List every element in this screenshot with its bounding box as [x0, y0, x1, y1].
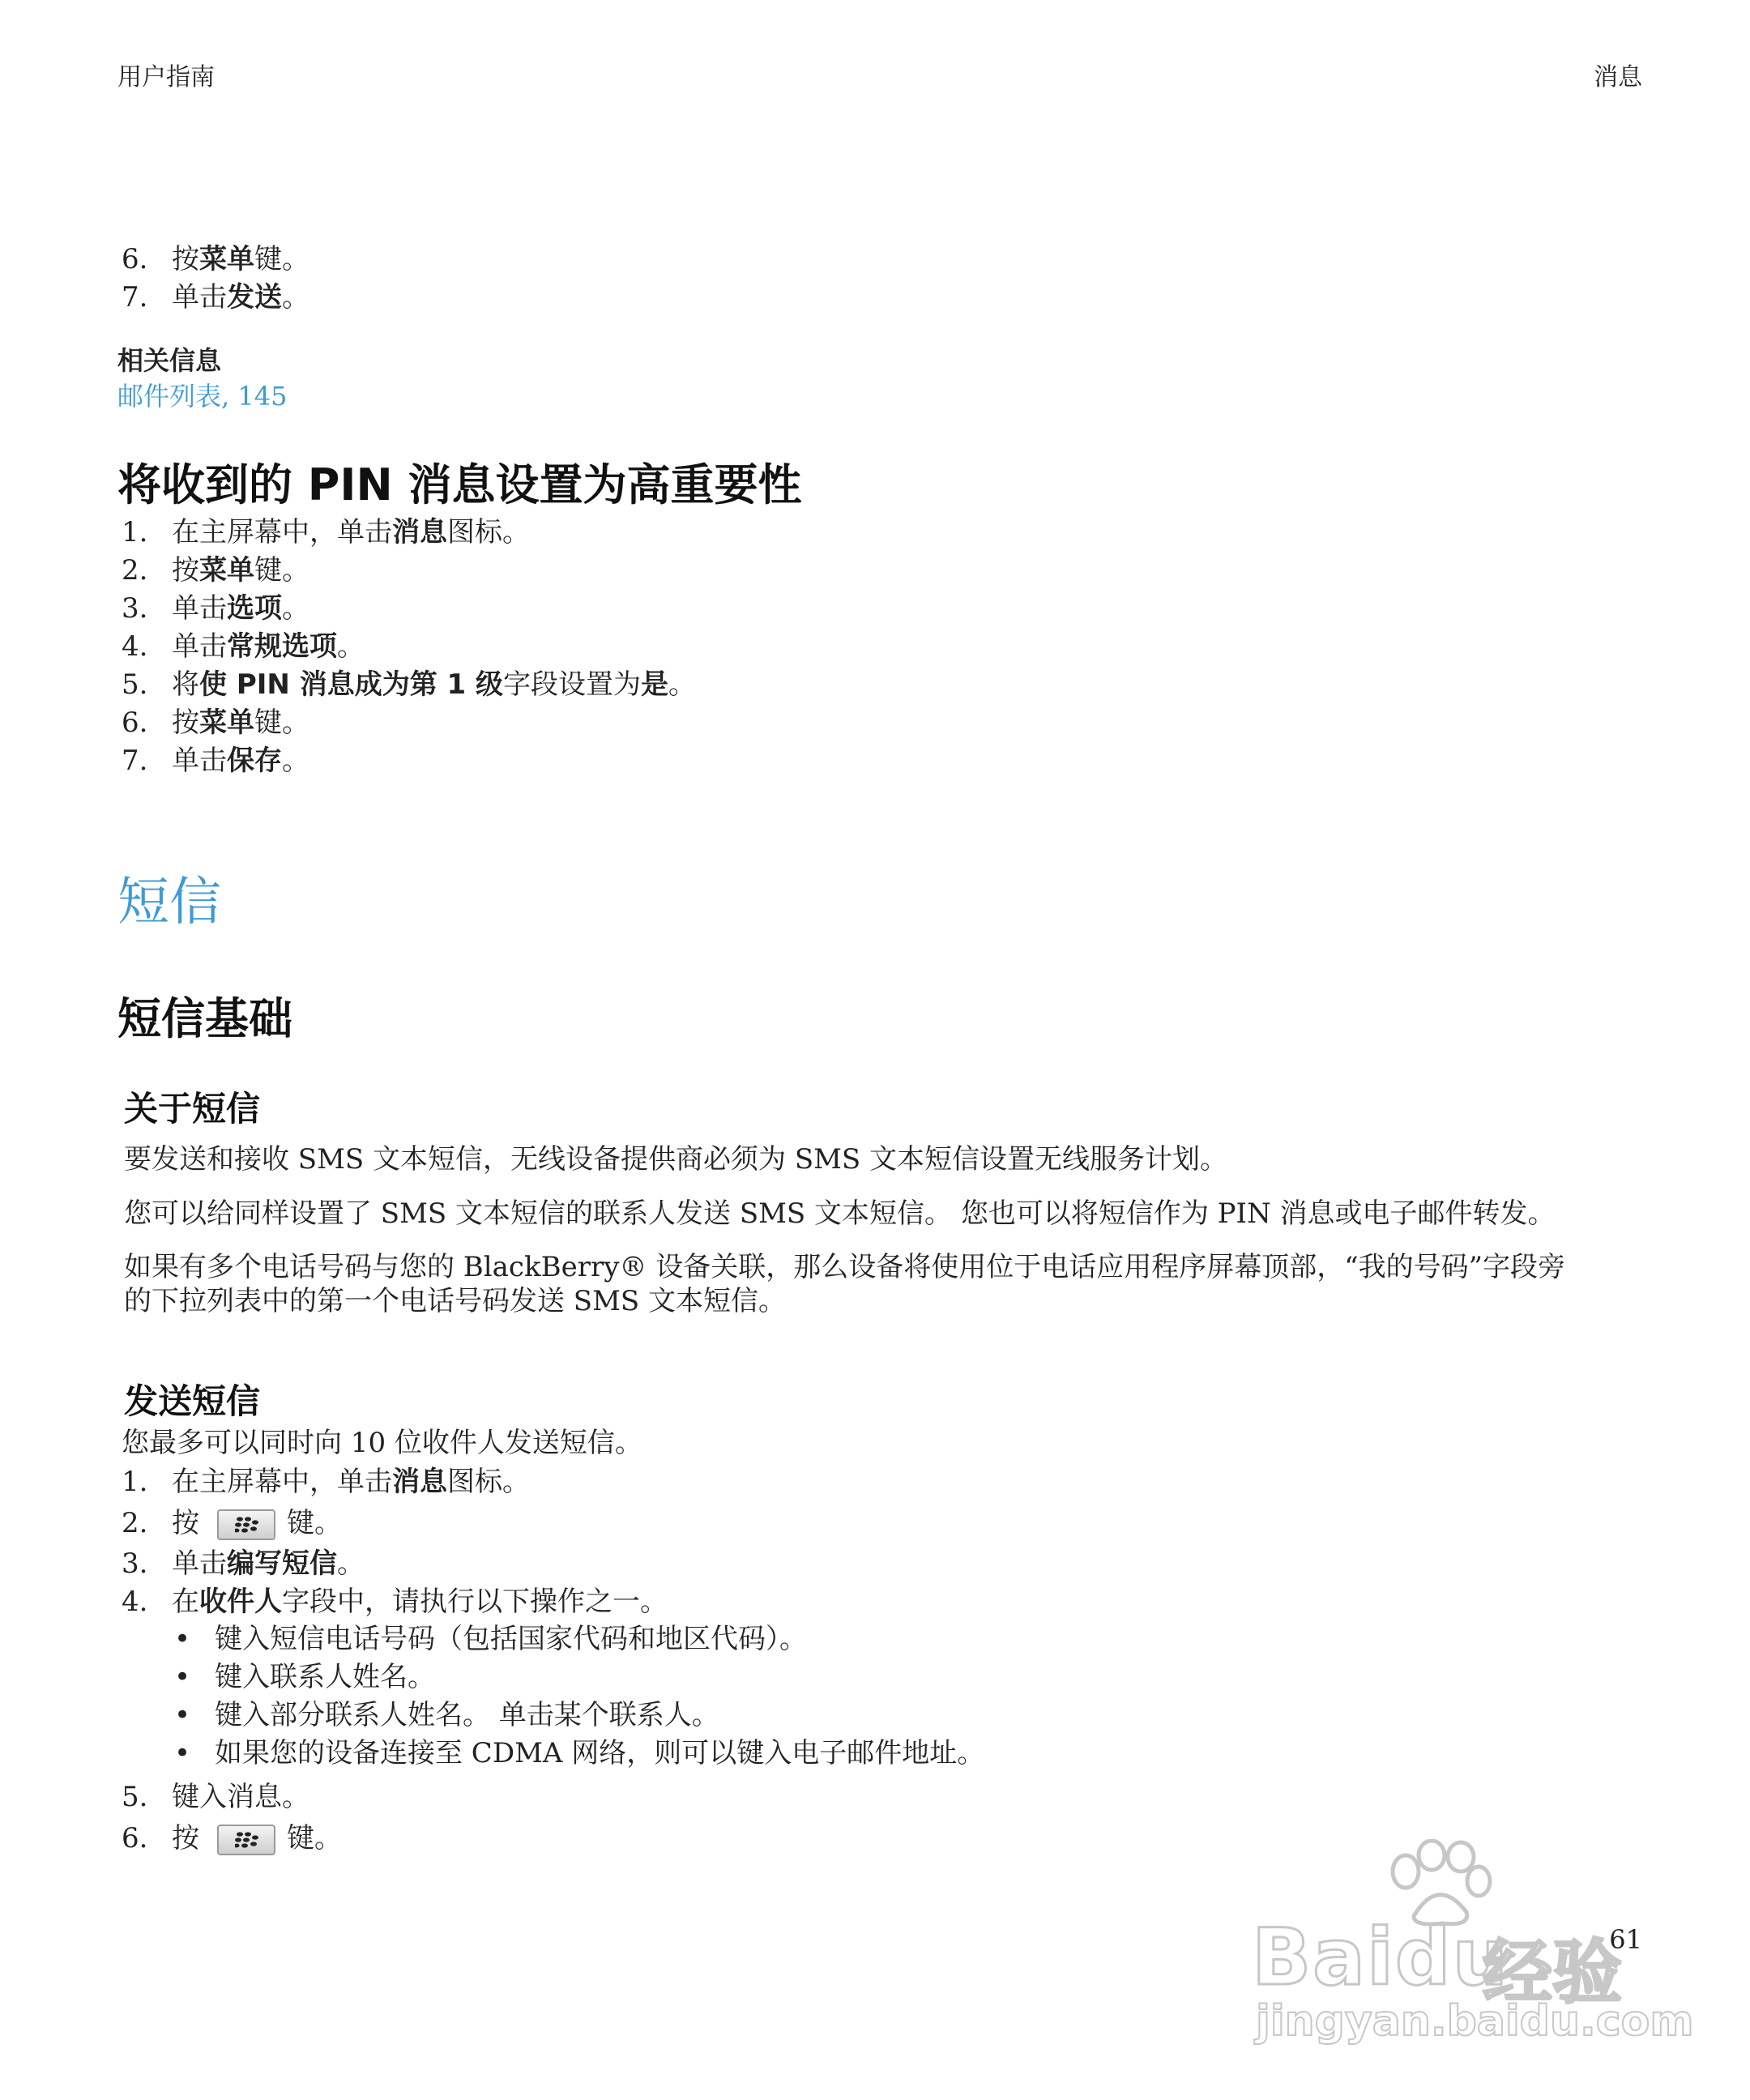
header-doc-title: 用户指南: [117, 63, 215, 92]
list-item: 6. 按 键。: [122, 1822, 342, 1855]
list-item: 4. 在收件人字段中，请执行以下操作之一。: [122, 1586, 668, 1618]
list-item: 5. 将使 PIN 消息成为第 1 级字段设置为是。: [122, 668, 697, 701]
section-title-pin: 将收到的 PIN 消息设置为高重要性: [117, 459, 802, 510]
page-number: 61: [1609, 1924, 1642, 1955]
list-item: 2. 按菜单键。: [122, 554, 309, 587]
list-item: • 键入部分联系人姓名。 单击某个联系人。: [174, 1699, 719, 1731]
list-item: 6. 按菜单键。: [122, 243, 309, 275]
subsection-title-about-sms: 关于短信: [124, 1089, 261, 1129]
watermark-jingyan: 经验: [1483, 1932, 1622, 2013]
list-item: 1. 在主屏幕中，单击消息图标。: [122, 1466, 530, 1498]
list-item: 5. 键入消息。: [122, 1781, 309, 1813]
list-item: 7. 单击保存。: [122, 745, 309, 777]
related-link-mail-list[interactable]: 邮件列表, 145: [117, 381, 288, 412]
related-info-heading: 相关信息: [117, 345, 222, 376]
list-item: • 键入联系人姓名。: [174, 1661, 435, 1693]
list-item: • 键入短信电话号码（包括国家代码和地区代码）。: [174, 1623, 807, 1655]
list-item: 1. 在主屏幕中，单击消息图标。: [122, 516, 530, 548]
blackberry-menu-key-icon: [217, 1825, 275, 1855]
list-item: 7. 单击发送。: [122, 281, 309, 314]
paragraph: 您可以给同样设置了 SMS 文本短信的联系人发送 SMS 文本短信。 您也可以将短信作为 PIN 消息或电子邮件转发。: [124, 1197, 1556, 1230]
send-steps-list-cont: [122, 1778, 342, 1860]
chapter-title-sms: 短信: [117, 873, 221, 933]
prev-steps-list: [122, 241, 309, 317]
list-item: 4. 单击常规选项。: [122, 630, 365, 663]
watermark-url: jingyan.baidu.com: [1256, 1997, 1694, 2046]
list-item: • 如果您的设备连接至 CDMA 网络，则可以键入电子邮件地址。: [174, 1737, 985, 1769]
section-title-sms-basics: 短信基础: [117, 993, 292, 1044]
list-item: 6. 按菜单键。: [122, 706, 309, 739]
blackberry-menu-key-icon: [217, 1509, 275, 1540]
subsection-title-send-sms: 发送短信: [124, 1381, 261, 1421]
list-item: 2. 按 键。: [122, 1507, 342, 1539]
recipient-options-list: [174, 1620, 984, 1773]
paragraph: 您最多可以同时向 10 位收件人发送短信。: [122, 1427, 642, 1459]
paragraph: 要发送和接收 SMS 文本短信，无线设备提供商必须为 SMS 文本短信设置无线服务计划。: [124, 1143, 1228, 1176]
paragraph: 如果有多个电话号码与您的 BlackBerry® 设备关联，那么设备将使用位于电话应用程序屏幕顶部，“我的号码”字段旁 的下拉列表中的第一个电话号码发送 SMS 文本短信。: [124, 1251, 1565, 1317]
list-item: 3. 单击编写短信。: [122, 1547, 365, 1580]
watermark: [1252, 1839, 1694, 2050]
watermark-brand: Baidu: [1252, 1912, 1509, 2003]
pin-steps-list: [122, 514, 696, 780]
list-item: 3. 单击选项。: [122, 592, 309, 625]
send-steps-list: [122, 1463, 668, 1621]
header-section-title: 消息: [1594, 63, 1642, 92]
